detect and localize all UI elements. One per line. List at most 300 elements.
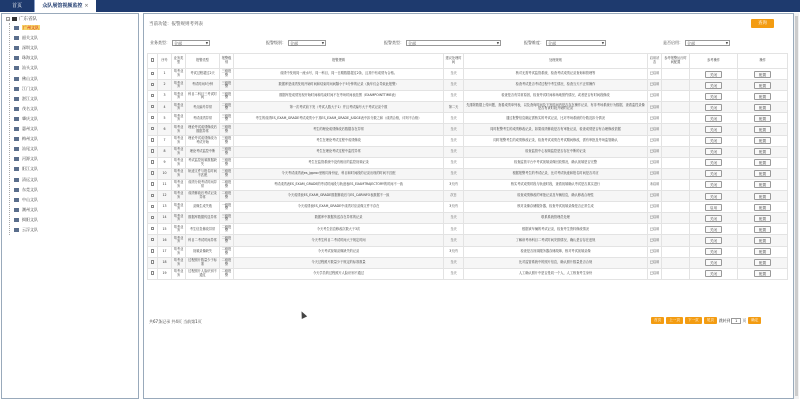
- chevron-down-icon: ▼: [496, 41, 499, 45]
- pager-prev-button[interactable]: 上一页: [666, 317, 683, 324]
- row-checkbox[interactable]: [151, 171, 155, 175]
- row-handle-rule: 检查是否有异常原因，检查考试时间和场地预约情况，或者是否有时间段修改: [464, 91, 648, 102]
- table-row[interactable]: [148, 168, 788, 179]
- row-index: 9: [158, 157, 172, 168]
- row-ref-action: [690, 146, 738, 157]
- row-status: 已启用: [648, 124, 662, 135]
- table-row[interactable]: [148, 191, 788, 202]
- row-alarm-level: 三级报警: [220, 135, 234, 146]
- row-select[interactable]: [148, 80, 158, 91]
- row-ref-action: [690, 91, 738, 102]
- row-config-button[interactable]: 配置: [754, 82, 771, 89]
- row-runtime-config: [662, 113, 690, 124]
- row-alarm-logic: 考生在监管系统中没有相应的监控视频记录: [234, 157, 444, 168]
- pager-next-button[interactable]: 下一页: [685, 317, 702, 324]
- row-toggle-button[interactable]: 启用: [705, 204, 722, 211]
- row-toggle-button[interactable]: 关闭: [705, 170, 722, 177]
- table-row[interactable]: [148, 135, 788, 146]
- main-panel: [143, 13, 794, 399]
- row-status: 已启用: [648, 235, 662, 246]
- row-toggle-button[interactable]: 关闭: [705, 148, 722, 155]
- row-config-button[interactable]: 配置: [754, 248, 771, 255]
- row-index: 19: [158, 268, 172, 279]
- row-config-button[interactable]: 配置: [754, 259, 771, 266]
- row-config-button[interactable]: 配置: [754, 204, 771, 211]
- filter-alarm-type-label: 报警类型：: [384, 40, 404, 45]
- row-select[interactable]: [148, 268, 158, 279]
- row-handle-rule: 同时报警考生的成绩修改记录，如果成绩修改是否有审批记录，检查成绩是否有合理修改依据: [464, 124, 648, 135]
- pager-page-input[interactable]: 1: [731, 318, 741, 324]
- table-row[interactable]: [148, 102, 788, 113]
- row-alarm-logic: 今天成绩表ES_EXAM_GRADE数据修改后与ES_CARINFO表数据不一致: [234, 191, 444, 202]
- tree-item-label: 清远文队: [22, 176, 38, 182]
- row-config-button[interactable]: 配置: [754, 181, 771, 188]
- row-select[interactable]: [148, 235, 158, 246]
- tab-video-monitor-label: 众队展馆视频监控: [42, 3, 83, 9]
- row-config-button[interactable]: 配置: [754, 159, 771, 166]
- row-alarm-type: 理论考试成绩修改为考试开始: [186, 135, 220, 146]
- row-index: 16: [158, 235, 172, 246]
- tree-item-label: 佛山文队: [22, 75, 38, 81]
- row-runtime-config: [662, 102, 690, 113]
- tab-video-monitor[interactable]: [34, 0, 96, 12]
- row-select[interactable]: [148, 69, 158, 80]
- tree-item-label: 中山文队: [22, 196, 38, 202]
- tab-home[interactable]: 首页: [11, 3, 22, 9]
- row-toggle-button[interactable]: 关闭: [705, 259, 722, 266]
- row-checkbox[interactable]: [151, 271, 155, 275]
- filter-alarm-type: [384, 39, 501, 46]
- row-checkbox[interactable]: [151, 83, 155, 87]
- row-suggest-time: 3天内: [444, 179, 464, 190]
- row-checkbox[interactable]: [151, 127, 155, 131]
- row-checkbox[interactable]: [151, 149, 155, 153]
- tree-item[interactable]: [14, 216, 38, 223]
- tree-item[interactable]: [14, 206, 38, 213]
- tree-item[interactable]: [14, 165, 38, 172]
- row-toggle-button[interactable]: 关闭: [705, 181, 722, 188]
- row-alarm-logic: 考生在理论考试过程中成绩修改: [234, 135, 444, 146]
- row-alarm-type: 理论考试监控中断: [186, 146, 220, 157]
- tree-connector: [9, 23, 10, 235]
- row-alarm-logic: 考生的理论成绩修改后数据存在异常: [234, 124, 444, 135]
- scrollbar-thumb[interactable]: [795, 16, 798, 396]
- tree-item[interactable]: [14, 95, 38, 102]
- row-alarm-level: 三级报警: [220, 113, 234, 124]
- tree-item-label: 湛江文队: [22, 95, 38, 101]
- table-row[interactable]: [148, 257, 788, 268]
- tree-item-label: 汕头文队: [22, 65, 38, 71]
- row-checkbox[interactable]: [151, 160, 155, 164]
- row-status: 已启用: [648, 224, 662, 235]
- tree-item[interactable]: [14, 24, 40, 31]
- row-status: 已启用: [648, 91, 662, 102]
- tree-item[interactable]: [14, 155, 38, 162]
- tree-root-label: 广东省队: [19, 17, 37, 22]
- select-all-checkbox[interactable]: [151, 58, 155, 62]
- table-row[interactable]: [148, 213, 788, 224]
- row-config-button[interactable]: 配置: [754, 170, 771, 177]
- row-toggle-button[interactable]: 关闭: [705, 193, 722, 200]
- tree-item[interactable]: [14, 176, 38, 183]
- folder-icon: [14, 77, 19, 81]
- row-select[interactable]: [148, 246, 158, 257]
- alarm-type-select[interactable]: [406, 40, 501, 46]
- row-select[interactable]: [148, 91, 158, 102]
- row-index: 6: [158, 124, 172, 135]
- row-toggle-button[interactable]: 关闭: [705, 71, 722, 78]
- row-action: [738, 102, 788, 113]
- row-business-type: 驾考业务: [172, 235, 186, 246]
- row-ref-action: [690, 257, 738, 268]
- folder-icon: [14, 36, 19, 40]
- row-status: 已启用: [648, 268, 662, 279]
- alarm-rule-table: [147, 53, 788, 280]
- pager-page-unit: 页: [742, 317, 747, 323]
- filter-alarm-level-label: 报警级别：: [266, 40, 286, 45]
- row-toggle-button[interactable]: 关闭: [705, 237, 722, 244]
- row-select[interactable]: [148, 224, 158, 235]
- tree-item[interactable]: [14, 135, 38, 142]
- header-index: 序号: [158, 54, 172, 69]
- table-header-row: [148, 54, 788, 69]
- table-row[interactable]: [148, 224, 788, 235]
- filter-enabled: [663, 39, 730, 46]
- row-suggest-time: 当天: [444, 157, 464, 168]
- table-row[interactable]: [148, 113, 788, 124]
- row-checkbox[interactable]: [151, 94, 155, 98]
- row-checkbox[interactable]: [151, 249, 155, 253]
- row-suggest-time: 3天内: [444, 202, 464, 213]
- chevron-down-icon: ▼: [205, 41, 208, 45]
- row-handle-rule: 根据报警考生的考试记录，比对考试轨迹和报名时间是否对应: [464, 168, 648, 179]
- row-runtime-config: [662, 168, 690, 179]
- row-select[interactable]: [148, 113, 158, 124]
- header-business-type: 业务类型: [172, 54, 186, 69]
- folder-icon: [14, 107, 19, 111]
- row-handle-rule: 核实考试成绩时段与轨迹时段，查看视频确认考试是否真实进行: [464, 179, 648, 190]
- tree-item-label: 广州文队: [23, 25, 39, 30]
- row-checkbox[interactable]: [151, 227, 155, 231]
- row-alarm-type: 理论考试成绩修改后数据异常: [186, 124, 220, 135]
- row-index: 12: [158, 191, 172, 202]
- row-select[interactable]: [148, 157, 158, 168]
- folder-icon: [12, 17, 17, 21]
- row-checkbox[interactable]: [151, 216, 155, 220]
- tree-item-label: 云浮文队: [22, 227, 38, 232]
- row-handle-rule: 核对无需考试监管系统，检查考试成绩记录查询和管理等: [464, 69, 648, 80]
- row-select[interactable]: [148, 179, 158, 190]
- row-select[interactable]: [148, 202, 158, 213]
- folder-icon: [14, 127, 19, 131]
- row-status: 已启用: [648, 168, 662, 179]
- table-row[interactable]: [148, 179, 788, 190]
- top-tab-bar: [0, 0, 800, 12]
- tree-item-label: 阳江文队: [22, 166, 38, 172]
- row-config-button[interactable]: 配置: [754, 115, 771, 122]
- row-ref-action: [690, 80, 738, 91]
- row-action: [738, 246, 788, 257]
- tree-root[interactable]: [6, 16, 37, 23]
- row-alarm-logic: 今天成绩表ES_EXAM_GRADE中成绩对应录像文件不存在: [234, 202, 444, 213]
- row-alarm-level: 三级报警: [220, 91, 234, 102]
- row-action: [738, 213, 788, 224]
- row-suggest-time: 当天: [444, 113, 464, 124]
- table-row[interactable]: [148, 69, 788, 80]
- alarm-dimension-select[interactable]: [546, 40, 606, 46]
- table-row[interactable]: [148, 80, 788, 91]
- table-row[interactable]: [148, 91, 788, 102]
- row-select[interactable]: [148, 257, 158, 268]
- row-action: [738, 257, 788, 268]
- table-row[interactable]: [148, 146, 788, 157]
- pager-first-button[interactable]: 首页: [651, 317, 664, 324]
- row-config-button[interactable]: 配置: [754, 226, 771, 233]
- row-index: 1: [158, 69, 172, 80]
- row-alarm-type: 考试监控视频数据缺失: [186, 157, 220, 168]
- row-toggle-button[interactable]: 关闭: [705, 159, 722, 166]
- table-row[interactable]: [148, 268, 788, 279]
- close-icon[interactable]: ×: [84, 3, 89, 9]
- filter-enabled-label: 是否启用：: [663, 40, 683, 45]
- row-alarm-level: 二级报警: [220, 224, 234, 235]
- tree-item-label: 茂名文队: [22, 105, 38, 111]
- row-suggest-time: 当天: [444, 268, 464, 279]
- row-suggest-time: 次日: [444, 191, 464, 202]
- row-status: 已启用: [648, 157, 662, 168]
- row-runtime-config: [662, 91, 690, 102]
- tree-item-label: 河源文队: [22, 156, 38, 162]
- row-action: [738, 157, 788, 168]
- table-row[interactable]: [148, 235, 788, 246]
- row-select[interactable]: [148, 191, 158, 202]
- row-runtime-config: [662, 246, 690, 257]
- row-runtime-config: [662, 235, 690, 246]
- tree-item[interactable]: [14, 34, 38, 41]
- row-select[interactable]: [148, 146, 158, 157]
- row-runtime-config: [662, 69, 690, 80]
- pager-go-button[interactable]: 确定: [748, 317, 761, 324]
- alarm-level-select[interactable]: [288, 40, 326, 46]
- row-checkbox[interactable]: [151, 116, 155, 120]
- row-select[interactable]: [148, 213, 158, 224]
- tree-item[interactable]: [14, 125, 38, 132]
- tree-item[interactable]: [14, 54, 38, 61]
- row-business-type: 驾考业务: [172, 257, 186, 268]
- row-runtime-config: [662, 224, 690, 235]
- row-config-button[interactable]: 配置: [754, 126, 771, 133]
- tree-item[interactable]: [14, 85, 38, 92]
- table-row[interactable]: [148, 124, 788, 135]
- folder-icon: [14, 198, 19, 202]
- row-alarm-level: 三级报警: [220, 69, 234, 80]
- alarm-type-value: 全部: [408, 41, 416, 46]
- row-action: [738, 268, 788, 279]
- header-select-all[interactable]: [148, 54, 158, 69]
- row-select[interactable]: [148, 102, 158, 113]
- row-checkbox[interactable]: [151, 260, 155, 264]
- row-checkbox[interactable]: [151, 182, 155, 186]
- row-index: 17: [158, 246, 172, 257]
- row-alarm-level: 三级报警: [220, 146, 234, 157]
- row-config-button[interactable]: 配置: [754, 237, 771, 244]
- row-select[interactable]: [148, 135, 158, 146]
- tree-item[interactable]: [14, 64, 38, 71]
- row-handle-rule: 了解该考场科目二考试时间安排情况，确认是否存在违规: [464, 235, 648, 246]
- row-handle-rule: 比对监管系统中的照片信息，确认照片数量是否合规: [464, 257, 648, 268]
- row-toggle-button[interactable]: 关闭: [705, 126, 722, 133]
- row-checkbox[interactable]: [151, 105, 155, 109]
- header-handle-rule: 处理规则: [464, 54, 648, 69]
- row-business-type: 驾考业务: [172, 91, 186, 102]
- pager-jump-label: 跳转到: [718, 317, 731, 323]
- vertical-scrollbar[interactable]: [794, 13, 799, 399]
- row-alarm-type: 科目二考试时间异常: [186, 235, 220, 246]
- business-type-select[interactable]: [172, 40, 210, 46]
- alarm-dimension-value: 全部: [548, 41, 556, 46]
- row-toggle-button[interactable]: 关闭: [705, 104, 722, 111]
- row-ref-action: [690, 191, 738, 202]
- row-handle-rule: 检查监管平台中考试视频录像回放情况，确认视频是否完整: [464, 157, 648, 168]
- row-toggle-button[interactable]: 关闭: [705, 215, 722, 222]
- folder-icon: [14, 87, 19, 91]
- row-handle-rule: 同时报警考生的成绩修改记录，检查考试成绩在考试期间修改，需有审批及考场监管确认: [464, 135, 648, 146]
- tree-item-label: 揭阳文队: [22, 216, 38, 222]
- row-alarm-level: 二级报警: [220, 235, 234, 246]
- table-row[interactable]: [148, 246, 788, 257]
- row-status: 已启用: [648, 213, 662, 224]
- row-alarm-type: 过程照片人脸识别不通过: [186, 268, 220, 279]
- row-status: 已启用: [648, 257, 662, 268]
- row-config-button[interactable]: 配置: [754, 93, 771, 100]
- row-select[interactable]: [148, 124, 158, 135]
- row-config-button[interactable]: 配置: [754, 104, 771, 111]
- tree-item-label: 汕尾文队: [22, 146, 38, 152]
- row-config-button[interactable]: 配置: [754, 215, 771, 222]
- row-ref-action: [690, 202, 738, 213]
- header-action: 操作: [738, 54, 788, 69]
- folder-icon: [14, 218, 19, 222]
- row-alarm-logic: 考生在理论考试过程中监控异常: [234, 146, 444, 157]
- tree-item-label: 惠州文队: [22, 126, 38, 131]
- row-toggle-button[interactable]: 关闭: [705, 248, 722, 255]
- row-alarm-type: 考生信息修改异常: [186, 224, 220, 235]
- row-action: [738, 191, 788, 202]
- tree-item[interactable]: [14, 105, 38, 112]
- row-config-button[interactable]: 配置: [754, 71, 771, 78]
- table-row[interactable]: [148, 157, 788, 168]
- row-business-type: 驾考业务: [172, 168, 186, 179]
- row-ref-action: [690, 113, 738, 124]
- row-select[interactable]: [148, 168, 158, 179]
- row-checkbox[interactable]: [151, 194, 155, 198]
- row-alarm-level: 二级报警: [220, 257, 234, 268]
- row-config-button[interactable]: 配置: [754, 193, 771, 200]
- query-button[interactable]: 查询: [751, 19, 774, 28]
- row-ref-action: [690, 124, 738, 135]
- row-toggle-button[interactable]: 关闭: [705, 93, 722, 100]
- row-action: [738, 124, 788, 135]
- row-toggle-button[interactable]: 关闭: [705, 82, 722, 89]
- row-checkbox[interactable]: [151, 138, 155, 142]
- row-alarm-type: 成绩分段考试时间异常: [186, 179, 220, 190]
- row-business-type: 驾考业务: [172, 179, 186, 190]
- table-row[interactable]: [148, 202, 788, 213]
- row-alarm-type: 考试时间5分钟: [186, 80, 220, 91]
- pager-last-button[interactable]: 尾页: [704, 317, 717, 324]
- row-alarm-level: 三级报警: [220, 213, 234, 224]
- row-action: [738, 80, 788, 91]
- row-toggle-button[interactable]: 关闭: [705, 137, 722, 144]
- tree-item-label: 潮州文队: [22, 206, 38, 212]
- row-toggle-button[interactable]: 关闭: [705, 226, 722, 233]
- row-suggest-time: 当天: [444, 135, 464, 146]
- row-alarm-level: 二级报警: [220, 191, 234, 202]
- row-ref-action: [690, 246, 738, 257]
- row-runtime-config: [662, 268, 690, 279]
- row-runtime-config: [662, 179, 690, 190]
- row-action: [738, 224, 788, 235]
- row-suggest-time: 当天: [444, 235, 464, 246]
- row-action: [738, 235, 788, 246]
- row-alarm-level: 一级报警: [220, 202, 234, 213]
- row-ref-action: [690, 224, 738, 235]
- collapse-icon[interactable]: −: [7, 16, 10, 21]
- row-alarm-logic: 成绩中发现同一流水号，同一科目，同一日期数据超过2条，且其中有成绩为合格。: [234, 69, 444, 80]
- row-checkbox[interactable]: [151, 238, 155, 242]
- tree-item[interactable]: [14, 226, 38, 233]
- enabled-select[interactable]: [685, 40, 730, 46]
- row-index: 4: [158, 102, 172, 113]
- row-suggest-time: 当天: [444, 69, 464, 80]
- row-config-button[interactable]: 配置: [754, 148, 771, 155]
- row-toggle-button[interactable]: 关闭: [705, 115, 722, 122]
- row-alarm-logic: 数据库是成绩发现开始时间和结束时间间隔小于5分钟的记录（换车仅会导致此报警）: [234, 80, 444, 91]
- tree-item[interactable]: [14, 75, 38, 82]
- row-business-type: 驾考业务: [172, 124, 186, 135]
- row-alarm-level: 二级报警: [220, 268, 234, 279]
- row-handle-rule: 联系系统管理员处理: [464, 213, 648, 224]
- tree-item[interactable]: [14, 186, 38, 193]
- row-index: 5: [158, 113, 172, 124]
- row-config-button[interactable]: 配置: [754, 270, 771, 277]
- tree-item[interactable]: [14, 115, 38, 122]
- filter-alarm-level: [266, 39, 326, 46]
- row-status: 已启用: [648, 113, 662, 124]
- pager: [651, 317, 763, 325]
- row-alarm-logic: 数据库是成绩发现开始时间和结束时间不在考场时间表范围（EXAMPOINTTIME表）: [234, 91, 444, 102]
- tree-item-label: 珠海文队: [22, 55, 38, 61]
- folder-icon: [14, 157, 19, 161]
- row-config-button[interactable]: 配置: [754, 137, 771, 144]
- row-checkbox[interactable]: [151, 72, 155, 76]
- tree-item[interactable]: [14, 44, 38, 51]
- folder-icon: [14, 56, 19, 60]
- filter-alarm-dimension-label: 报警维度：: [524, 40, 544, 45]
- row-alarm-logic: 今天考生科目二考试时间大于规定时间: [234, 235, 444, 246]
- row-handle-rule: 根据该车辆的考试记录，检查考生资料修改情况: [464, 224, 648, 235]
- row-alarm-type: 考点编号异常: [186, 102, 220, 113]
- row-alarm-logic: 今天过程照片数量少于规定的标准数量: [234, 257, 444, 268]
- row-toggle-button[interactable]: 关闭: [705, 270, 722, 277]
- row-handle-rule: 检查考试是否考试过程中考生情况，检查当天不正常操作: [464, 80, 648, 91]
- row-alarm-type: 科目二科目三考试时间: [186, 91, 220, 102]
- row-business-type: 驾考业务: [172, 102, 186, 113]
- tree-item[interactable]: [14, 196, 38, 203]
- tree-item[interactable]: [14, 145, 38, 152]
- row-alarm-logic: 考生的成绩ES_EXAM_GRADE考试成绩小于其ES_EXAM_GRADE_JUDGE表中扣分数之和（成绩合格，评判不合格）: [234, 113, 444, 124]
- row-checkbox[interactable]: [151, 205, 155, 209]
